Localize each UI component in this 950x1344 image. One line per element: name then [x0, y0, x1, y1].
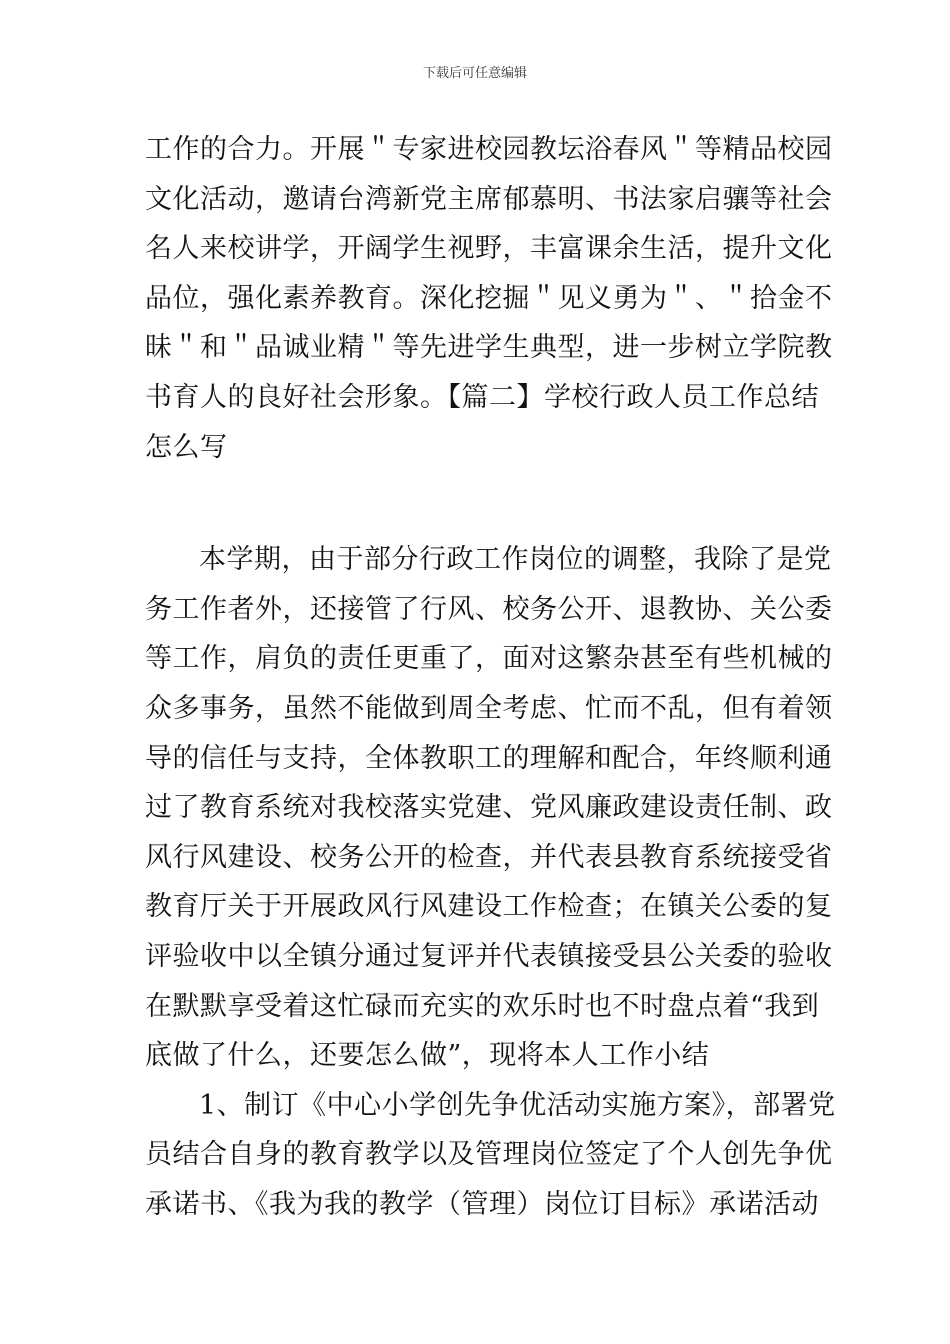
text-line: 员结合自身的教育教学以及管理岗位签定了个人创先争优	[145, 1139, 833, 1171]
text-line: 在默默享受着这忙碌而充实的欢乐时也不时盘点着“我到	[145, 990, 820, 1022]
text-line: 工作的合力。开展＂专家进校园教坛浴春风＂等精品校园	[145, 134, 833, 165]
paragraph-spacer	[145, 472, 815, 535]
text-line: 过了教育系统对我校落实党建、党风廉政建设责任制、政	[145, 792, 833, 824]
text-line: 1、制订《中心小学创先争优活动实施方案》，部署党	[199, 1089, 836, 1121]
text-line: 名人来校讲学，开阔学生视野，丰富课余生活，提升文化	[145, 233, 833, 265]
text-line: 底做了什么，还要怎么做”，现将本人工作小结	[145, 1040, 710, 1072]
text-line: 众多事务，虽然不能做到周全考虑、忙而不乱，但有着领	[145, 692, 833, 724]
paragraph-1	[145, 125, 833, 472]
text-line: 务工作者外，还接管了行风、校务公开、退教协、关公委	[145, 593, 833, 625]
text-line: 教育厅关于开展政风行风建设工作检查；在镇关公委的复	[145, 891, 833, 923]
text-line: 承诺书、《我为我的教学（管理）岗位订目标》承诺活动	[145, 1188, 819, 1220]
text-line: 本学期，由于部分行政工作岗位的调整，我除了是党	[199, 544, 832, 576]
paragraph-3	[145, 1081, 836, 1230]
page-header: 下载后可任意编辑	[422, 66, 527, 81]
text-line: 评验收中以全镇分通过复评并代表镇接受县公关委的验收	[145, 940, 833, 972]
paragraph-2	[145, 535, 833, 1081]
text-line: 等工作，肩负的责任更重了，面对这繁杂甚至有些机械的	[145, 643, 833, 675]
text-line: 导的信任与支持，全体教职工的理解和配合，年终顺利通	[145, 742, 833, 774]
text-line: 风行风建设、校务公开的检查，并代表县教育系统接受省	[145, 841, 833, 873]
text-line: 文化活动，邀请台湾新党主席郁慕明、书法家启骧等社会	[145, 183, 833, 215]
document-body	[145, 125, 836, 1229]
text-line: 怎么写	[145, 431, 228, 463]
text-line: 书育人的良好社会形象。【篇二】学校行政人员工作总结	[145, 381, 819, 413]
text-line: 品位，强化素养教育。深化挖掘＂见义勇为＂、＂拾金不	[145, 282, 833, 314]
text-line: 昧＂和＂品诚业精＂等先进学生典型，进一步树立学院教	[145, 332, 833, 364]
